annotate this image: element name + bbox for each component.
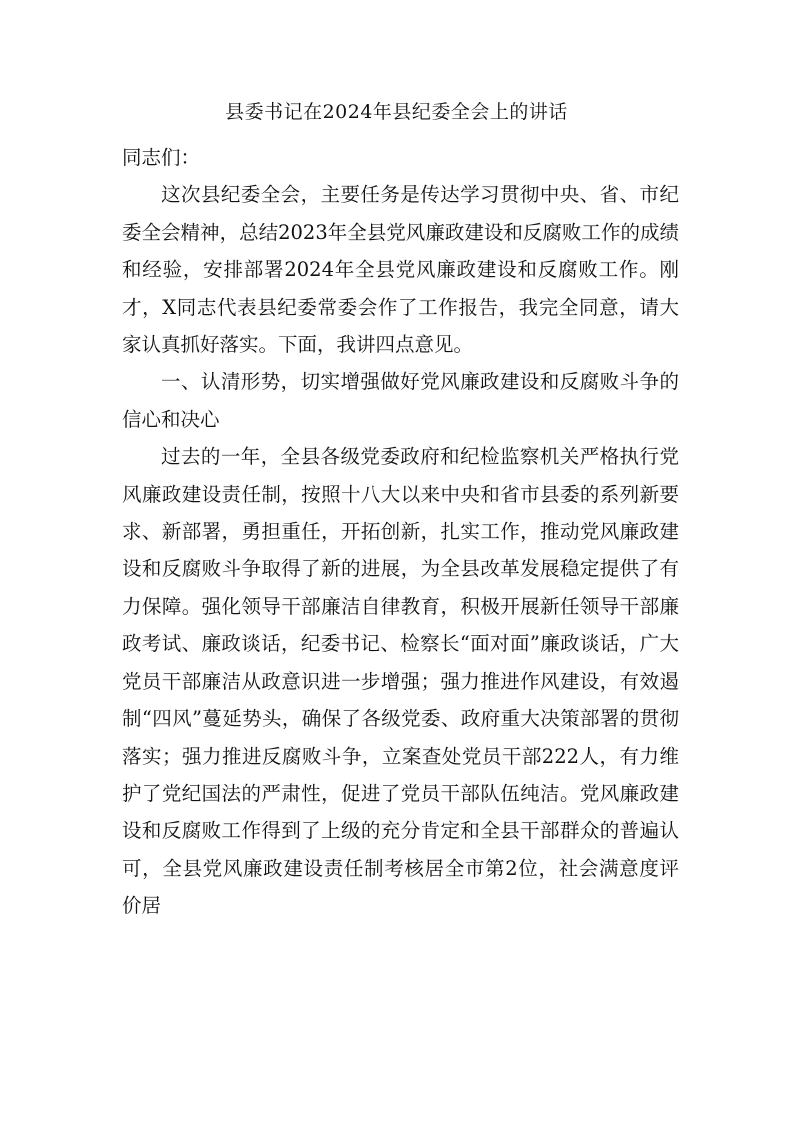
salutation: 同志们： xyxy=(122,146,201,169)
paragraph-intro: 这次县纪委全会，主要任务是传达学习贯彻中央、省、市纪委全会精神，总结2023年全县党风廉政建设和反腐败工作的成绩和经验，安排部署2024年全县党风廉政建设和反腐败工作。刚才，X同志代表县纪委常委会作了工作报告，我完全同意，请大家认真抓好落实。下面，我讲四点意见。 xyxy=(122,183,679,357)
document-title: 县委书记在2024年县纪委全会上的讲话 xyxy=(225,101,568,123)
section-heading-1: 一、认清形势，切实增强做好党风廉政建设和反腐败斗争的信心和决心 xyxy=(122,370,679,431)
document-body xyxy=(122,139,679,925)
paragraph-review: 过去的一年，全县各级党委政府和纪检监察机关严格执行党风廉政建设责任制，按照十八大以来中央和省市县委的系列新要求、新部署，勇担重任，开拓创新，扎实工作，推动党风廉政建设和反腐败斗争取得了新的进展，为全县改革发展稳定提供了有力保障。强化领导干部廉洁自律教育，积极开展新任领导干部廉政考试、廉政谈话，纪委书记、检察长“面对面”廉政谈话，广大党员干部廉洁从政意识进一步增强；强力推进作风建设，有效遏制“四风”蔓延势头，确保了各级党委、政府重大决策部署的贯彻落实；强力推进反腐败斗争，立案查处党员干部222人，有力维护了党纪国法的严肃性，促进了党员干部队伍纯洁。党风廉政建设和反腐败工作得到了上级的充分肯定和全县干部群众的普遍认可，全县党风廉政建设责任制考核居全市第2位，社会满意度评价居 xyxy=(122,445,679,918)
